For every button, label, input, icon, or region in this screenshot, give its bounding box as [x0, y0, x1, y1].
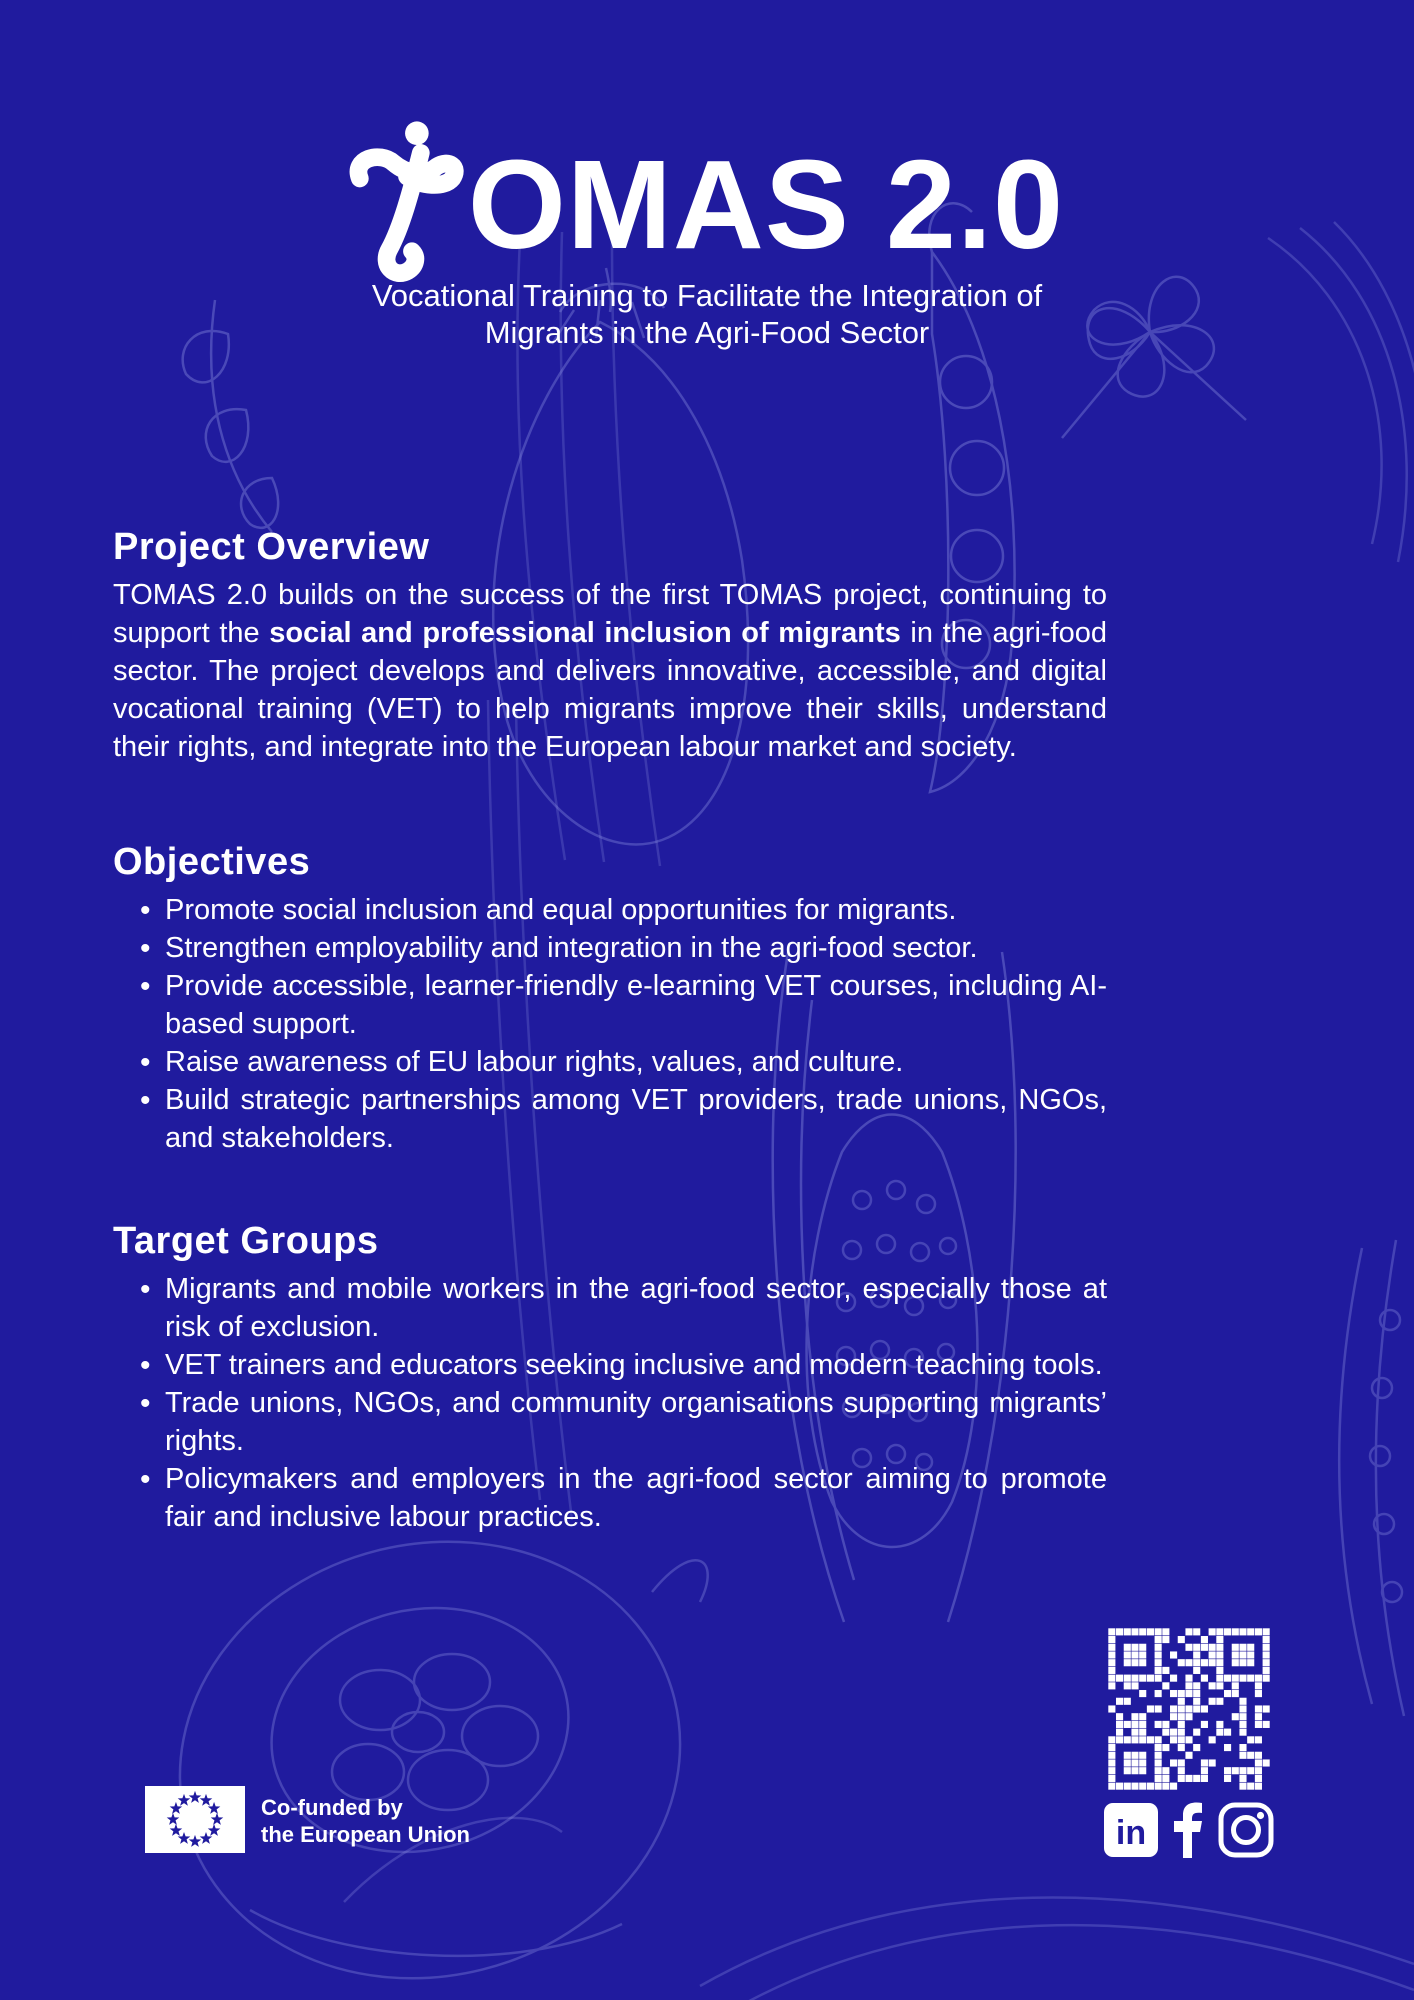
social-icons — [1104, 1802, 1274, 1858]
eu-label-line-2: the European Union — [261, 1822, 470, 1848]
target-groups-item: • Policymakers and employers in the agri-food sector aiming to promote fair and inclusive labour practices. — [113, 1461, 1107, 1537]
target-groups-title: Target Groups — [113, 1219, 379, 1262]
project-overview-title: Project Overview — [113, 526, 430, 568]
qr-code[interactable] — [1108, 1628, 1270, 1790]
target-groups-list — [113, 1271, 1107, 1537]
eu-cofunded-block — [145, 1786, 470, 1853]
overview-text-post: in the agri-food sector. The project develops and delivers innovative, accessible, and digital vocational training (VET) to help migrants improve their skills, understand their rights, and integrate into the European labour market and society. — [113, 616, 1107, 763]
section-target-groups — [113, 1220, 1107, 1537]
section-objectives — [113, 841, 1107, 1158]
overview-text-bold: social and professional inclusion of migrants — [269, 616, 901, 649]
objectives-title: Objectives — [113, 840, 311, 883]
objectives-item: • Raise awareness of EU labour rights, values, and culture. — [113, 1044, 1107, 1082]
logo-text: OMAS 2.0 — [467, 134, 1065, 275]
poster-content — [113, 526, 1107, 1537]
target-groups-item: • Trade unions, NGOs, and community organisations supporting migrants’ rights. — [113, 1385, 1107, 1461]
objectives-item: • Provide accessible, learner-friendly e-learning VET courses, including AI-based support. — [113, 968, 1107, 1044]
project-overview-paragraph — [113, 577, 1107, 767]
facebook-icon[interactable] — [1171, 1802, 1205, 1858]
linkedin-icon[interactable] — [1104, 1803, 1158, 1857]
subtitle-line-2: Migrants in the Agri-Food Sector — [484, 314, 930, 350]
overview-text-pre: TOMAS 2.0 builds on the success of the first TOMAS project, continuing to support the — [113, 579, 1107, 649]
objectives-item: • Build strategic partnerships among VET providers, trade unions, NGOs, and stakeholders. — [113, 1082, 1107, 1158]
target-groups-item: • Migrants and mobile workers in the agri-food sector, especially those at risk of exclusion. — [113, 1271, 1107, 1347]
logo — [0, 108, 1414, 275]
objectives-item: • Strengthen employability and integration in the agri-food sector. — [113, 930, 1107, 968]
objectives-list — [113, 892, 1107, 1158]
poster-header — [0, 108, 1414, 351]
eu-label-line-1: Co-funded by — [261, 1795, 403, 1820]
eu-flag-icon — [145, 1786, 245, 1853]
objectives-item: • Promote social inclusion and equal opportunities for migrants. — [113, 892, 1107, 930]
target-groups-item: • VET trainers and educators seeking inclusive and modern teaching tools. — [113, 1347, 1107, 1385]
tomas-t-figure-icon — [350, 116, 468, 296]
section-project-overview — [113, 526, 1107, 767]
subtitle-line-1: Vocational Training to Facilitate the Integration of — [371, 278, 1043, 313]
svg-text:in: in — [1115, 1814, 1147, 1852]
poster-subtitle — [0, 278, 1414, 351]
eu-cofunded-label — [261, 1786, 470, 1849]
instagram-icon[interactable] — [1218, 1802, 1274, 1858]
